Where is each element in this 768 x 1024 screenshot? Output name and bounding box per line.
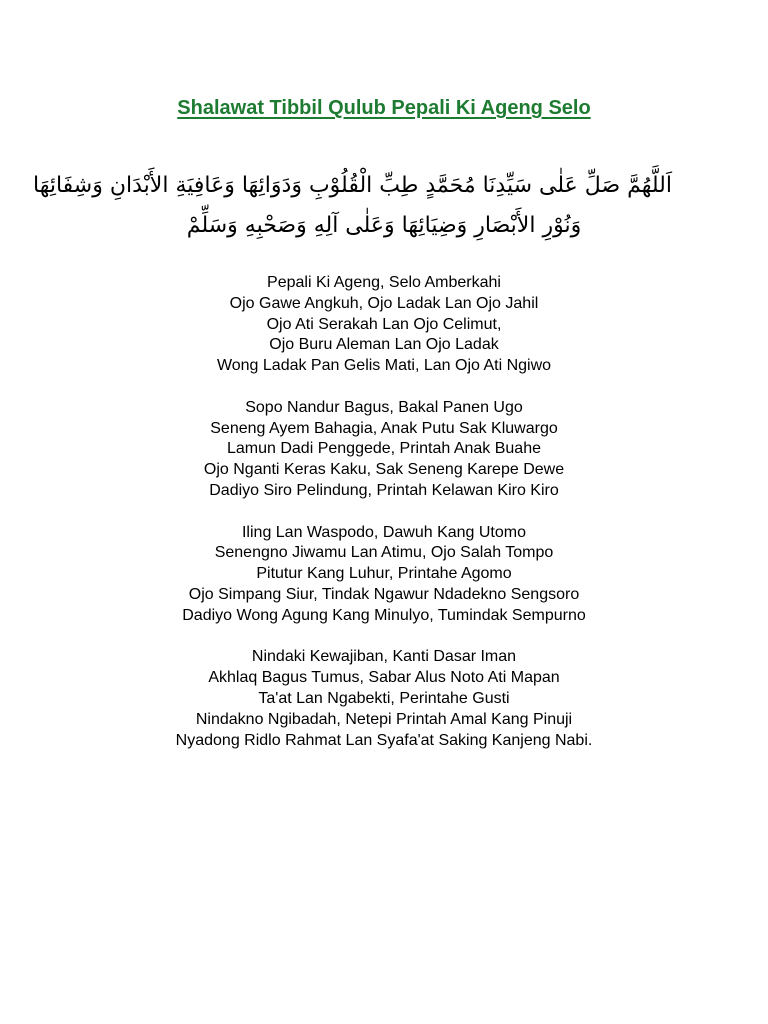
stanza-2 bbox=[0, 398, 768, 502]
verse-line: Nyadong Ridlo Rahmat Lan Syafa'at Saking Kanjeng Nabi. bbox=[175, 731, 593, 749]
verse-line: Ojo Ati Serakah Lan Ojo Celimut, bbox=[266, 315, 502, 333]
verse-line: Sopo Nandur Bagus, Bakal Panen Ugo bbox=[245, 398, 523, 416]
verse-line: Ojo Buru Aleman Lan Ojo Ladak bbox=[269, 336, 499, 354]
verse-line: Wong Ladak Pan Gelis Mati, Lan Ojo Ati Ngiwo bbox=[216, 357, 552, 375]
verse-line: Ta'at Lan Ngabekti, Perintahe Gusti bbox=[258, 689, 510, 707]
stanza-1 bbox=[0, 273, 768, 377]
verse-line: Iling Lan Waspodo, Dawuh Kang Utomo bbox=[241, 523, 526, 541]
arabic-shalawat bbox=[33, 166, 672, 246]
poem-body bbox=[0, 273, 768, 772]
verse-line: Lamun Dadi Penggede, Printah Anak Buahe bbox=[226, 440, 541, 458]
stanza-3 bbox=[0, 523, 768, 627]
verse-line: Seneng Ayem Bahagia, Anak Putu Sak Kluwargo bbox=[210, 419, 558, 437]
verse-line: Ojo Simpang Siur, Tindak Ngawur Ndadekno Sengsoro bbox=[188, 585, 580, 603]
document-title: Shalawat Tibbil Qulub Pepali Ki Ageng Selo bbox=[177, 97, 591, 119]
verse-line: Nindaki Kewajiban, Kanti Dasar Iman bbox=[251, 648, 517, 666]
verse-line: Senengno Jiwamu Lan Atimu, Ojo Salah Tompo bbox=[214, 544, 554, 562]
arabic-line-2: وَنُوْرِ الأَبْصَارِ وَضِيَائِهَا وَعَلٰى آلِهِ وَصَحْبِهِ وَسَلِّمْ bbox=[186, 213, 582, 238]
verse-line: Akhlaq Bagus Tumus, Sabar Alus Noto Ati Mapan bbox=[208, 669, 560, 687]
arabic-line-1: اَللَّهُمَّ صَلِّ عَلٰى سَيِّدِنَا مُحَمَّدٍ طِبِّ الْقُلُوْبِ وَدَوَائِهَا وَعَافِيَةِ الأَبْدَانِ وَشِفَائِهَا bbox=[33, 173, 672, 198]
verse-line: Ojo Gawe Angkuh, Ojo Ladak Lan Ojo Jahil bbox=[229, 294, 539, 312]
verse-line: Pitutur Kang Luhur, Printahe Agomo bbox=[256, 565, 512, 583]
verse-line: Pepali Ki Ageng, Selo Amberkahi bbox=[267, 274, 501, 291]
stanza-4 bbox=[0, 647, 768, 751]
verse-line: Dadiyo Wong Agung Kang Minulyo, Tumindak Sempurno bbox=[182, 606, 586, 624]
verse-line: Nindakno Ngibadah, Netepi Printah Amal Kang Pinuji bbox=[195, 710, 573, 728]
verse-line: Ojo Nganti Keras Kaku, Sak Seneng Karepe Dewe bbox=[203, 461, 565, 479]
verse-line: Dadiyo Siro Pelindung, Printah Kelawan Kiro Kiro bbox=[209, 481, 559, 499]
